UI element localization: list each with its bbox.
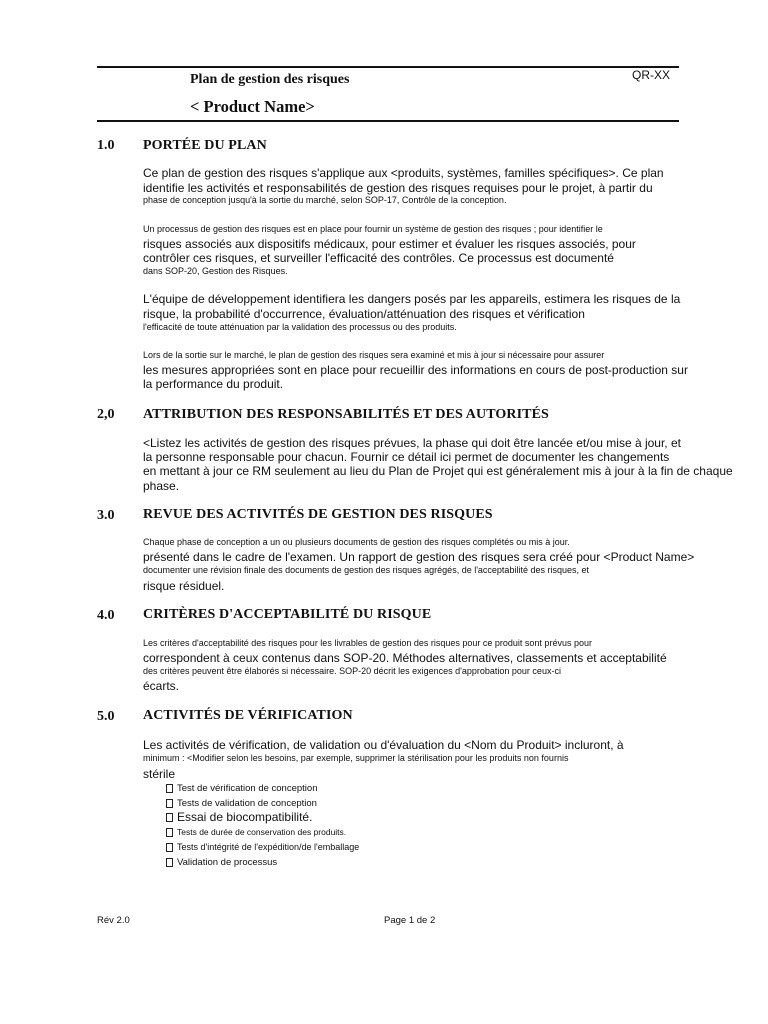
section-number: 2,0 [97, 407, 115, 422]
paragraph-line: les mesures appropriées sont en place pour recueillir des informations en cours de post-production sur [143, 363, 688, 377]
paragraph-line: documenter une révision finale des documents de gestion des risques agrégés, de l'acceptabilité des risques, et [143, 565, 589, 575]
section-heading: ATTRIBUTION DES RESPONSABILITÉS ET DES AUTORITÉS [143, 407, 549, 422]
paragraph-line: dans SOP-20, Gestion des Risques. [143, 266, 288, 276]
paragraph-line: Chaque phase de conception a un ou plusieurs documents de gestion des risques complétés ou mis à jour. [143, 537, 570, 547]
section-heading: ACTIVITÉS DE VÉRIFICATION [143, 708, 353, 723]
paragraph-line: contrôler ces risques, et surveiller l'efficacité des contrôles. Ce processus est documenté [143, 251, 614, 265]
checkbox-icon[interactable] [166, 784, 173, 793]
paragraph-line: présenté dans le cadre de l'examen. Un rapport de gestion des risques sera créé pour <Product Name> [143, 550, 695, 564]
checklist-item-label: Tests d'intégrité de l'expédition/de l'emballage [177, 842, 360, 852]
checklist-item [166, 827, 346, 837]
paragraph-line: correspondent à ceux contenus dans SOP-20. Méthodes alternatives, classements et acceptabilité [143, 651, 667, 665]
paragraph-line: risque résiduel. [143, 579, 225, 593]
paragraph-line: des critères peuvent être élaborés si nécessaire. SOP-20 décrit les exigences d'approbation pour ceux-ci [143, 666, 561, 676]
paragraph-line: la performance du produit. [143, 377, 284, 391]
paragraph-line: risques associés aux dispositifs médicaux, pour estimer et évaluer les risques associés, pour [143, 237, 636, 251]
document-code: QR-XX [632, 68, 671, 82]
checkbox-icon[interactable] [166, 858, 173, 867]
checkbox-icon[interactable] [166, 799, 173, 808]
checklist-item-label: Tests de validation de conception [177, 798, 317, 809]
paragraph-line: en mettant à jour ce RM seulement au lieu du Plan de Projet qui est généralement mis à jour à la fin de chaque [143, 464, 733, 478]
paragraph-line: l'efficacité de toute atténuation par la validation des processus ou des produits. [143, 322, 457, 332]
paragraph-line: phase. [143, 479, 180, 493]
checkbox-icon[interactable] [166, 828, 173, 837]
checklist-item [166, 798, 317, 809]
checklist-item-label: Validation de processus [177, 857, 278, 868]
document-title: Plan de gestion des risques [190, 72, 350, 87]
checklist-item-label: Essai de biocompatibilité. [177, 810, 313, 824]
paragraph-line: identifie les activités et responsabilités de gestion des risques requises pour le projet, à partir du [143, 181, 653, 195]
paragraph-line: Lors de la sortie sur le marché, le plan de gestion des risques sera examiné et mis à jour si nécessaire pour assurer [143, 350, 605, 360]
section-number: 1.0 [97, 138, 115, 153]
paragraph-line: Un processus de gestion des risques est en place pour fournir un système de gestion des risques ; pour identifier le [143, 224, 603, 234]
paragraph-line: la personne responsable pour chacun. Fournir ce détail ici permet de documenter les changements [143, 450, 670, 464]
checklist-item [166, 783, 317, 794]
section-number: 5.0 [97, 709, 115, 724]
section-heading: REVUE DES ACTIVITÉS DE GESTION DES RISQUES [143, 507, 493, 522]
checklist-item-label: Tests de durée de conservation des produits. [177, 827, 347, 837]
checkbox-icon[interactable] [166, 843, 173, 852]
footer-page-number: Page 1 de 2 [384, 915, 436, 926]
checklist-item [166, 842, 359, 852]
paragraph-line: phase de conception jusqu'à la sortie du marché, selon SOP-17, Contrôle de la conception. [143, 195, 507, 205]
header-top-rule [97, 66, 679, 68]
paragraph-line: écarts. [143, 679, 180, 693]
checkbox-icon[interactable] [166, 813, 173, 822]
header-bottom-rule [97, 120, 679, 122]
checklist-item [166, 810, 312, 824]
section-heading: CRITÈRES D'ACCEPTABILITÉ DU RISQUE [143, 607, 432, 622]
paragraph-line: minimum : <Modifier selon les besoins, par exemple, supprimer la stérilisation pour les produits non fournis [143, 753, 569, 763]
footer-revision: Rév 2.0 [97, 915, 130, 926]
paragraph-line: Les critères d'acceptabilité des risques pour les livrables de gestion des risques pour ce produit sont prévus pour [143, 638, 592, 648]
section-heading: PORTÉE DU PLAN [143, 138, 267, 153]
paragraph-line: Les activités de vérification, de validation ou d'évaluation du <Nom du Produit> incluront, à [143, 738, 624, 752]
paragraph-line: stérile [143, 767, 176, 781]
section-number: 3.0 [97, 508, 115, 523]
paragraph-line: L'équipe de développement identifiera les dangers posés par les appareils, estimera les risques de la [143, 292, 681, 306]
paragraph-line: <Listez les activités de gestion des risques prévues, la phase qui doit être lancée et/ou mise à jour, et [143, 436, 681, 450]
paragraph-line: risque, la probabilité d'occurrence, évaluation/atténuation des risques et vérification [143, 307, 585, 321]
product-name: < Product Name> [190, 97, 315, 116]
paragraph-line: Ce plan de gestion des risques s'applique aux <produits, systèmes, familles spécifiques>. Ce plan [143, 166, 664, 180]
checklist-item [166, 857, 277, 868]
checklist-item-label: Test de vérification de conception [177, 783, 318, 794]
section-number: 4.0 [97, 608, 115, 623]
